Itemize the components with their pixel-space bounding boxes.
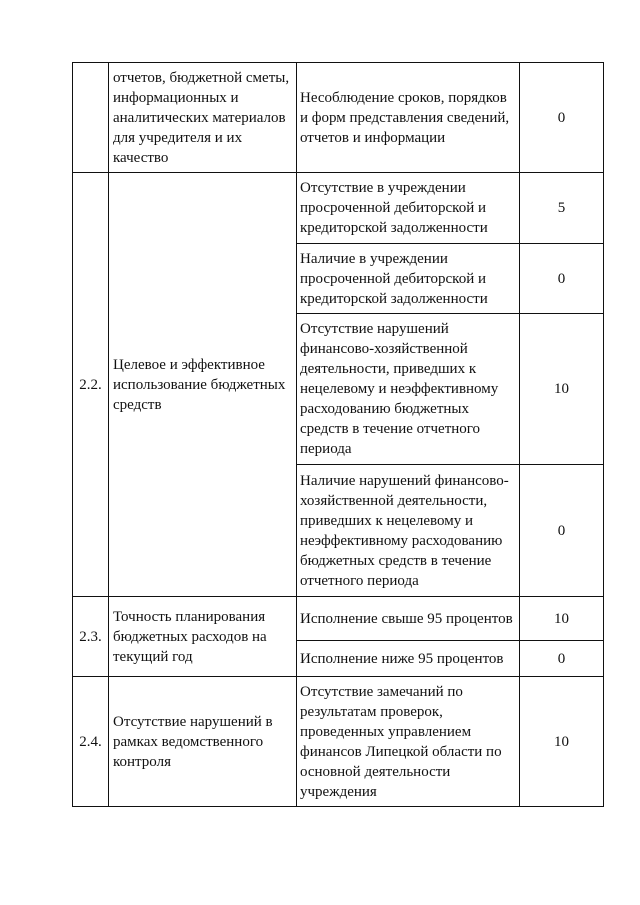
points-cell: [520, 641, 604, 677]
condition-text-line: Наличие нарушений финансово-: [300, 472, 509, 489]
points-cell: [520, 173, 604, 244]
condition-text-line: отчетного периода: [300, 572, 419, 589]
criterion-text-line: Целевое и эффективное: [113, 356, 265, 373]
condition-text-line: периода: [300, 441, 352, 457]
condition-text-line: просроченной дебиторской и: [300, 270, 486, 287]
condition-text-line: бюджетных средств в течение: [300, 552, 492, 569]
criterion-text-line: Точность планирования: [113, 608, 266, 625]
condition-text-line: средств в течение отчетного: [300, 421, 481, 437]
condition-cell: [297, 314, 520, 465]
points-value: 10: [554, 733, 569, 750]
condition-text-line: расходованию бюджетных: [300, 401, 469, 417]
criterion-text-line: бюджетных расходов на: [113, 628, 267, 645]
points-cell: [520, 314, 604, 465]
row-number-cell: [73, 597, 109, 677]
criterion-text-line: использование бюджетных: [113, 376, 286, 393]
points-value: 0: [557, 650, 566, 667]
condition-text-line: приведших к нецелевому и: [300, 512, 473, 529]
points-value: 10: [554, 610, 569, 627]
criterion-text-line: средств: [113, 396, 162, 413]
condition-cell: [297, 641, 520, 677]
condition-cell: [297, 597, 520, 641]
condition-cell: [297, 244, 520, 314]
condition-text-line: деятельности, приведших к: [300, 361, 477, 377]
condition-text-line: отчетов и информации: [300, 129, 446, 146]
row-number: 2.4.: [79, 733, 102, 750]
condition-text-line: нецелевому и неэффективному: [300, 381, 499, 397]
row-number-cell: [73, 63, 109, 173]
condition-text-line: Отсутствие замечаний по: [300, 683, 463, 700]
condition-text-line: Отсутствие в учреждении: [300, 180, 466, 196]
condition-cell: [297, 677, 520, 807]
condition-cell: [297, 63, 520, 173]
row-number-cell: [73, 677, 109, 807]
condition-cell: [297, 173, 520, 244]
points-cell: [520, 244, 604, 314]
condition-text-line: кредиторской задолженности: [300, 290, 488, 307]
points-value: 10: [554, 381, 569, 397]
criterion-text-line: рамках ведомственного: [113, 733, 264, 750]
points-value: 5: [557, 200, 566, 216]
criterion-text-line: текущий год: [113, 648, 193, 665]
criterion-text-line: Отсутствие нарушений в: [113, 713, 273, 730]
condition-text-line: финансов Липецкой области по: [300, 743, 502, 760]
condition-cell: [297, 465, 520, 597]
criterion-text-line: для учредителя и их: [113, 129, 243, 146]
condition-text-line: проведенных управлением: [300, 723, 472, 740]
condition-text-line: результатам проверок,: [300, 703, 443, 720]
condition-text-line: Отсутствие нарушений: [300, 321, 449, 337]
points-cell: [520, 63, 604, 173]
condition-text-line: кредиторской задолженности: [300, 220, 488, 236]
criterion-text-line: аналитических материалов: [113, 109, 286, 126]
condition-text-line: Наличие в учреждении: [300, 250, 448, 267]
condition-text-line: хозяйственной деятельности,: [300, 492, 488, 509]
criterion-cell: [109, 597, 297, 677]
points-value: 0: [557, 270, 566, 287]
points-cell: [520, 465, 604, 597]
row-number: 2.3.: [79, 628, 102, 645]
condition-text-line: Исполнение ниже 95 процентов: [300, 650, 504, 667]
criterion-text-line: качество: [113, 149, 169, 166]
criterion-text-line: контроля: [113, 753, 171, 770]
condition-text-line: Исполнение свыше 95 процентов: [300, 610, 513, 627]
criteria-table: [72, 62, 604, 807]
condition-text-line: просроченной дебиторской и: [300, 200, 486, 216]
points-cell: [520, 597, 604, 641]
condition-text-line: основной деятельности: [300, 763, 451, 780]
points-value: 0: [557, 109, 566, 126]
points-cell: [520, 677, 604, 807]
row-number: 2.2.: [79, 376, 102, 393]
row-number-cell: [73, 173, 109, 597]
points-value: 0: [557, 522, 566, 539]
condition-text-line: финансово-хозяйственной: [300, 341, 468, 357]
condition-text-line: Несоблюдение сроков, порядков: [300, 89, 507, 106]
criterion-text-line: отчетов, бюджетной сметы,: [113, 69, 290, 86]
condition-text-line: и форм представления сведений,: [300, 109, 510, 126]
criterion-cell: [109, 677, 297, 807]
criterion-cell: [109, 63, 297, 173]
condition-text-line: неэффективному расходованию: [300, 532, 503, 549]
condition-text-line: учреждения: [300, 783, 377, 800]
criterion-cell: [109, 173, 297, 597]
criterion-text-line: информационных и: [113, 89, 239, 106]
